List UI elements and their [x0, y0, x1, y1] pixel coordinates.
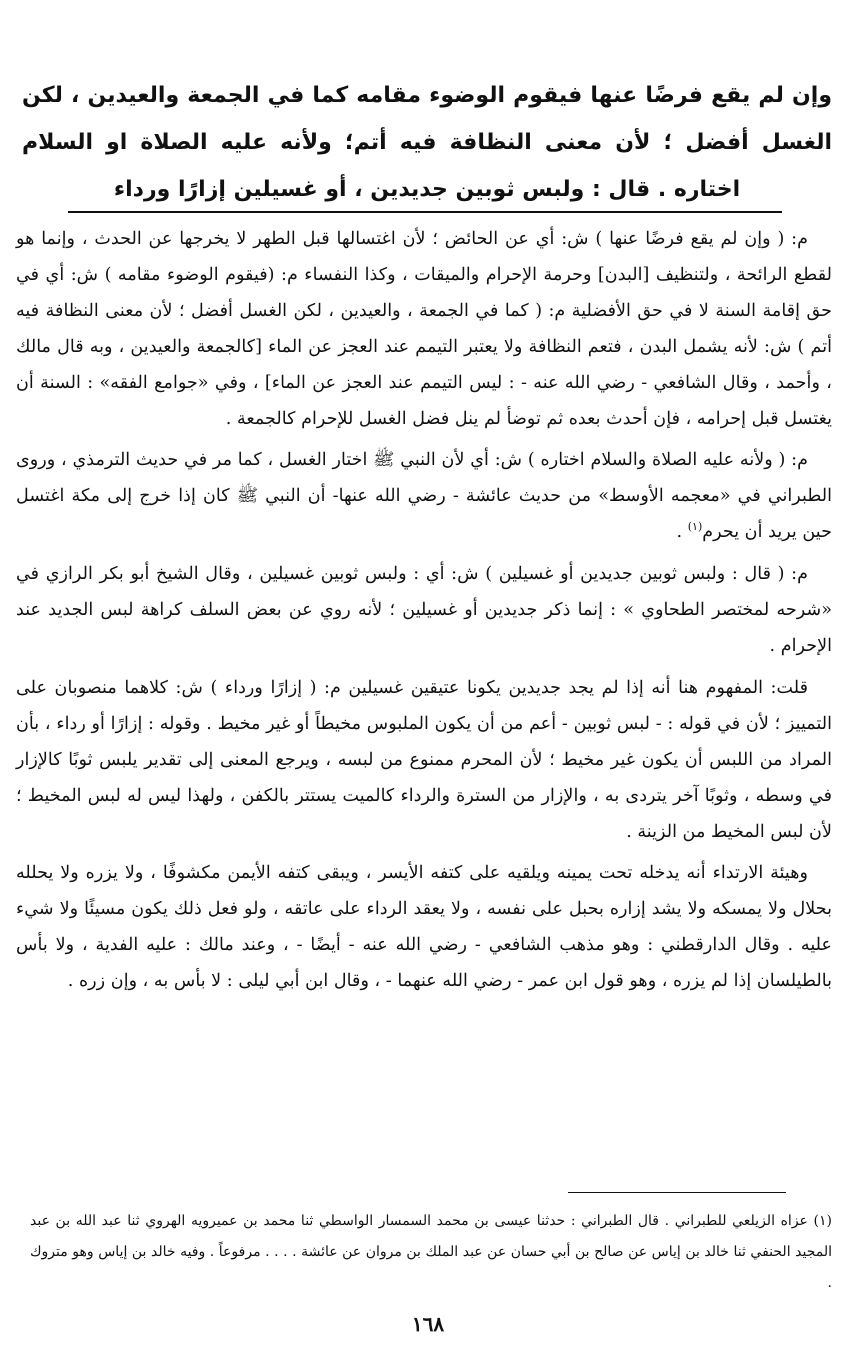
paragraph-text: م: ( قال : ولبس ثوبين جديدين أو غسيلين ) ش: أي : ولبس ثوبين غسيلين ، وقال الشيخ أبو بكر الرازي في «شرحه لمختصر الطحاوي » : إنما ذكر جديدين أو غسيلين ؛ لأنه روي عن بعض السلف كراهة لبس الجديد عند الإحرام .	[16, 564, 832, 656]
paragraph-text: وهيئة الارتداء أنه يدخله تحت يمينه ويلقيه على كتفه الأيسر ، ويبقى كتفه الأيمن مكشوفًا ، ولا يزره ولا يحلله بحلال ولا يمسكه ولا يشد إزاره بحبل على نفسه ، ولا يعقد الرداء على عاتقه ، ولو فعل ذلك يكون مسيئًا ولا شيء عليه . وقال الدارقطني : وهو مذهب الشافعي - رضي الله عنه - أيضًا - ، وعند مالك : عليه الفدية ، ولا بأس بالطيلسان إذا لم يزره ، وهو قول ابن عمر - رضي الله عنهما - ، وقال ابن أبي ليلى : لا بأس به ، وإن زره .	[16, 863, 832, 992]
paragraph-text: قلت: المفهوم هنا أنه إذا لم يجد جديدين يكونا عتيقين غسيلين م: ( إزارًا ورداء ) ش: كلاهما منصوبان على التمييز ؛ لأن في قوله : - لبس ثوبين - أعم من أن يكون الملبوس مخيطاً أو غير مخيط . وقوله : إزارًا أو رداء ، بأن المراد من اللبس أن يكون غير مخيط ؛ لأن المحرم ممنوع من لبسه ، ويرجع المعنى إلى تقدير يلبس ثوبًا كالإزار في وسطه ، وثوبًا آخر يتردى به ، والإزار من السترة والرداء كالميت يستتر بالكفن ، ولهذا ليس له لبس المخيط ؛ لأن لبس المخيط من الزينة .	[16, 677, 832, 842]
commentary-body	[16, 222, 832, 1006]
footnote: (١) عزاه الزيلعي للطبراني . قال الطبراني : حدثنا عيسى بن محمد السمسار الواسطي ثنا محمد بن عميرويه الهروي ثنا عبد الله بن عبد المجيد الحنفي ثنا خالد بن إياس عن صالح بن أبي حسان عن عبد الملك بن مروان عن عائشة . . . . مرفوعاً . وفيه خالد بن إياس وهو متروك .	[30, 1213, 832, 1291]
footnote-marker[interactable]: (١)	[687, 520, 703, 534]
commentary-paragraph-1	[16, 222, 832, 437]
commentary-paragraph-3	[16, 557, 832, 665]
page-number: ١٦٨	[411, 1312, 445, 1336]
separator-rule	[68, 211, 782, 213]
matn-text: وإن لم يقع فرضًا عنها فيقوم الوضوء مقامه كما في الجمعة والعيدين ، لكن الغسل أفضل ؛ لأن معنى النظافة فيه أتم؛ ولأنه عليه الصلاة او السلام اختاره . قال : ولبس ثوبين جديدين ، أو غسيلين إزارًا ورداء	[22, 83, 832, 202]
footnote-separator	[568, 1192, 786, 1193]
commentary-paragraph-5	[16, 856, 832, 1000]
commentary-paragraph-4	[16, 671, 832, 851]
paragraph-text: م: ( ولأنه عليه الصلاة والسلام اختاره ) ش: أي لأن النبي ﷺ اختار الغسل ، كما مر في حديث الترمذي ، وروى الطبراني في «معجمه الأوسط» من حديث عائشة - رضي الله عنها- أن النبي ﷺ كان إذا خرج إلى مكة اغتسل حين يريد أن يحرم	[16, 450, 832, 543]
paragraph-text: م: ( وإن لم يقع فرضًا عنها ) ش: أي عن الحائض ؛ لأن اغتسالها قبل الطهر لا يخرجها عن الحدث ، وإنما هو لقطع الرائحة ، ولتنظيف [البدن] وحرمة الإحرام والميقات ، وكذا النفساء م: (فيقوم الوضوء مقامه ) ش: أي في حق إقامة السنة لا في حق الأفضلية م: ( كما في الجمعة ، والعيدين ، لكن الغسل أفضل ؛ لأن معنى النظافة فيه أتم ) ش: لأنه يشمل البدن ، فتعم النظافة ولا يعتبر التيمم عند العجز عن الماء [كالجمعة والعيدين ، وبه قال مالك ، وأحمد ، وقال الشافعي - رضي الله عنه - : ليس التيمم عند العجز عن الماء] ، وفي «جوامع الفقه» : السنة أن يغتسل قبل إحرامه ، فإن أحدث بعده ثم توضأ لم ينل فضل الغسل للإحرام كالجمعة .	[16, 229, 832, 429]
commentary-paragraph-2: م: ( ولأنه عليه الصلاة والسلام اختاره ) ش: أي لأن النبي ﷺ اختار الغسل ، كما مر في حديث الترمذي ، وروى الطبراني في «معجمه الأوسط» من حديث عائشة - رضي الله عنها- أن النبي ﷺ كان إذا خرج إلى مكة اغتسل حين يريد أن يحرم$^{(١)}$ .	[16, 450, 832, 543]
